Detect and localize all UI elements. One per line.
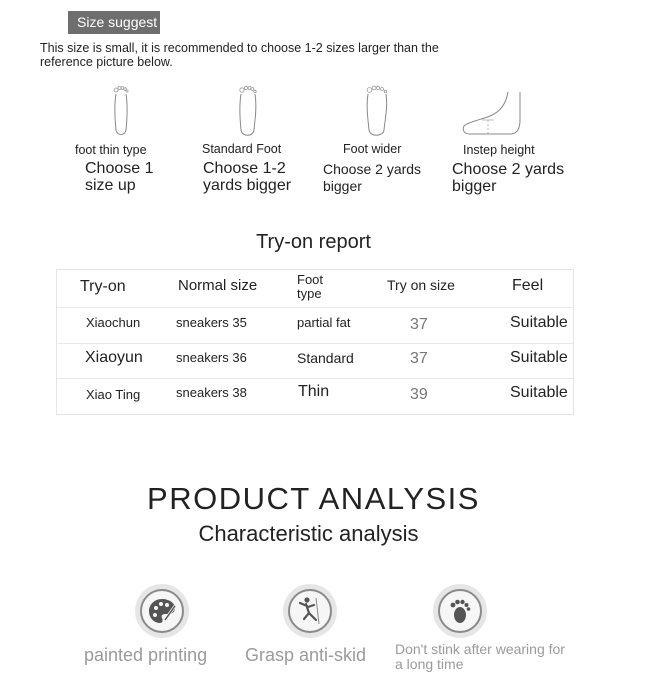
row-name: Xiaochun [86, 315, 141, 330]
row-feel: Suitable [510, 384, 568, 401]
row-normal-size: sneakers 38 [176, 385, 247, 400]
foot-standard-advice: Choose 1-2 yards bigger [203, 160, 292, 194]
row-foot-type: Thin [298, 383, 330, 400]
table-header-row [57, 270, 573, 308]
header-feel: Feel [512, 277, 544, 294]
table-row [57, 378, 573, 414]
row-foot-type: Standard [297, 350, 354, 366]
row-name: Xiaoyun [85, 349, 143, 366]
table-row [57, 343, 573, 379]
row-normal-size: sneakers 35 [176, 315, 247, 330]
wide-foot-icon [364, 84, 390, 138]
row-name: Xiao Ting [86, 387, 141, 402]
foot-wider-label: Foot wider [343, 142, 402, 156]
climber-icon [283, 584, 337, 638]
foot-standard-label: Standard Foot [202, 142, 282, 156]
row-try-on-size: 39 [410, 386, 428, 403]
size-suggest-tag: Size suggest [68, 11, 160, 34]
try-on-report-title: Try-on report [256, 231, 371, 253]
header-try-on-size: Try on size [387, 277, 455, 293]
product-analysis-title: PRODUCT ANALYSIS [147, 481, 480, 516]
characteristic-analysis-subtitle: Characteristic analysis [198, 521, 419, 546]
header-foot-type: Foot type [297, 272, 324, 301]
row-foot-type: partial fat [297, 315, 351, 330]
standard-foot-icon [236, 84, 260, 138]
foot-instep-advice: Choose 2 yards bigger [452, 161, 565, 195]
foot-thin-advice: Choose 1 size up [85, 160, 154, 194]
feature-anti-skid-label: Grasp anti-skid [245, 645, 367, 665]
thin-foot-icon [110, 84, 132, 138]
row-try-on-size: 37 [410, 350, 428, 367]
header-normal-size: Normal size [178, 277, 258, 294]
foot-thin-label: foot thin type [75, 143, 147, 157]
foot-instep-label: Instep height [463, 143, 535, 157]
table-row [57, 307, 573, 344]
feature-painted-printing-label: painted printing [84, 645, 208, 665]
row-normal-size: sneakers 36 [176, 350, 247, 365]
try-on-table [56, 269, 574, 415]
palette-icon [135, 584, 189, 638]
footprint-icon [433, 584, 487, 638]
foot-wider-advice: Choose 2 yards bigger [323, 161, 422, 194]
instep-foot-icon [460, 90, 526, 138]
row-try-on-size: 37 [410, 316, 428, 333]
feature-no-stink-label: Don't stink after wearing for a long time [395, 641, 565, 672]
header-try-on: Try-on [80, 278, 126, 295]
size-notice: This size is small, it is recommended to choose 1-2 sizes larger than the reference picture below. [40, 41, 439, 69]
row-feel: Suitable [510, 314, 568, 331]
row-feel: Suitable [510, 349, 568, 366]
